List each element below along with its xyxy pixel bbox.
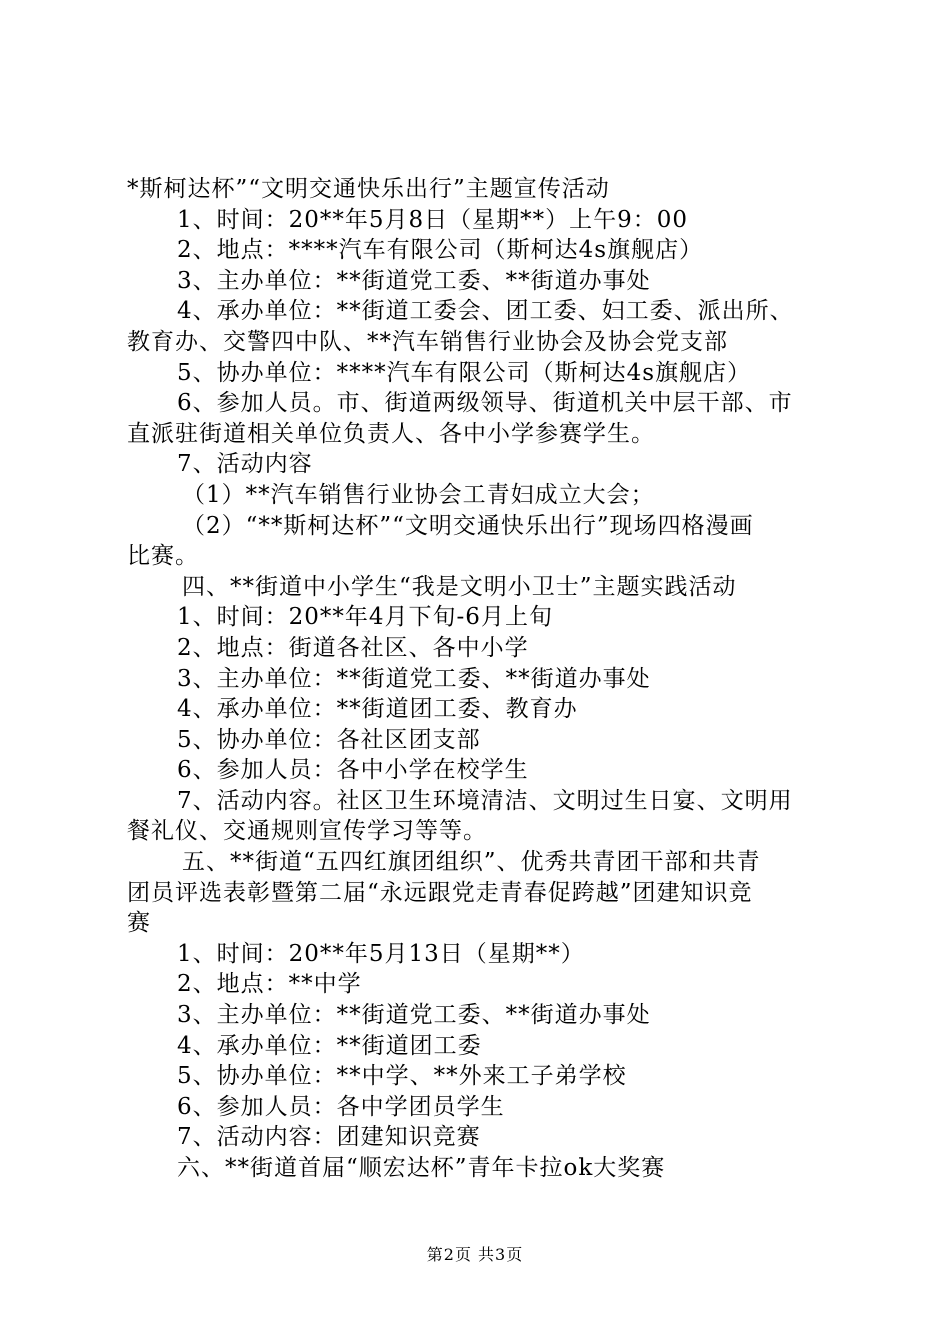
text-line: 赛 (127, 910, 151, 937)
text-line: 5、协办单位：****汽车有限公司（斯柯达4s旗舰店） (177, 359, 752, 386)
section-heading: 六、**街道首届“顺宏达杯”青年卡拉ok大奖赛 (177, 1155, 666, 1181)
text-line: 4、承办单位：**街道工委会、团工委、妇工委、派出所、 (177, 298, 794, 325)
page-number-footer: 第2页 共3页 (426, 1245, 524, 1264)
text-line: 2、地点：街道各社区、各中小学 (177, 634, 529, 661)
text-line: 6、参加人员：各中学团员学生 (177, 1093, 505, 1120)
text-line: 7、活动内容。社区卫生环境清洁、文明过生日宴、文明用 (177, 787, 793, 814)
text-line: 4、承办单位：**街道团工委、教育办 (177, 696, 578, 723)
text-line: （1）**汽车销售行业协会工青妇成立大会； (182, 481, 655, 508)
text-line: 比赛。 (127, 543, 199, 570)
text-line: 5、协办单位：**中学、**外来工子弟学校 (177, 1063, 627, 1090)
text-line: 7、活动内容 (177, 451, 313, 478)
text-line: 2、地点：****汽车有限公司（斯柯达4s旗舰店） (177, 237, 704, 264)
text-line: 7、活动内容：团建知识竞赛 (177, 1124, 481, 1151)
section-heading: 五、**街道“五四红旗团组织”、优秀共青团干部和共青 (182, 849, 761, 876)
text-line: 直派驻街道相关单位负责人、各中小学参赛学生。 (127, 420, 655, 447)
text-line: 3、主办单位：**街道党工委、**街道办事处 (177, 267, 651, 294)
text-line: 6、参加人员：各中小学在校学生 (177, 757, 529, 784)
document-body (127, 174, 827, 1184)
text-line: （2）“**斯柯达杯”“文明交通快乐出行”现场四格漫画 (182, 512, 754, 539)
text-line: 团员评选表彰暨第二届“永远跟党走青春促跨越”团建知识竞 (127, 879, 753, 906)
text-line: 6、参加人员。市、街道两级领导、街道机关中层干部、市 (177, 390, 793, 417)
text-line: 2、地点：**中学 (177, 971, 362, 998)
text-line: 1、时间：20**年5月8日（星期**）上午9：00 (177, 206, 689, 233)
text-line: 1、时间：20**年4月下旬-6月上旬 (177, 604, 553, 631)
text-line: 4、承办单位：**街道团工委 (177, 1032, 482, 1059)
text-line: 餐礼仪、交通规则宣传学习等等。 (127, 818, 487, 845)
text-line: 3、主办单位：**街道党工委、**街道办事处 (177, 1002, 651, 1029)
text-line: 教育办、交警四中队、**汽车销售行业协会及协会党支部 (127, 328, 728, 355)
text-line: 5、协办单位：各社区团支部 (177, 726, 481, 753)
text-line: *斯柯达杯”“文明交通快乐出行”主题宣传活动 (127, 176, 610, 202)
text-line: 3、主办单位：**街道党工委、**街道办事处 (177, 665, 651, 692)
section-heading: 四、**街道中小学生“我是文明小卫士”主题实践活动 (182, 573, 737, 600)
text-line: 1、时间：20**年5月13日（星期**） (177, 940, 585, 967)
